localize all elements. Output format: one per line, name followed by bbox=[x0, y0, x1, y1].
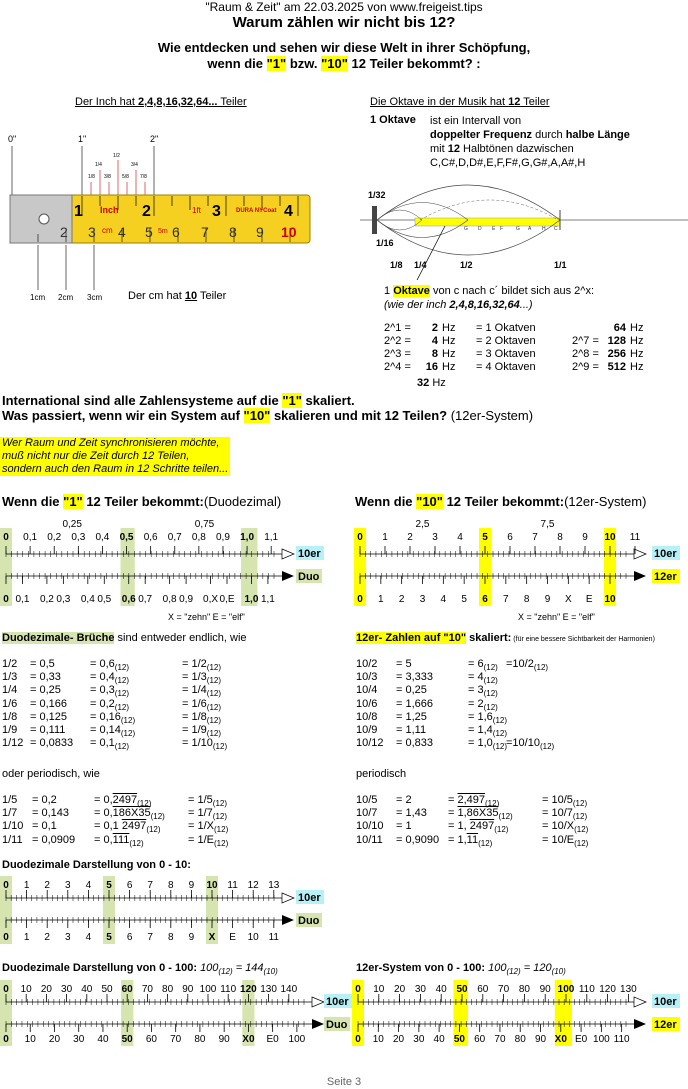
tick-label-bottom: 5 bbox=[461, 594, 467, 605]
tick-label-bottom: 4 bbox=[440, 594, 447, 605]
tick-label-top: 8 bbox=[168, 880, 174, 891]
source-line: "Raum & Zeit" am 22.03.2025 von www.freigeist.tips bbox=[205, 0, 483, 14]
tick-label-top: 6 bbox=[126, 880, 133, 891]
tick-label-top: 120 bbox=[599, 984, 616, 995]
tick-label-top: 0 bbox=[3, 984, 9, 995]
frac-1-2-oct: 1/2 bbox=[460, 260, 473, 270]
tick-label-top: 80 bbox=[162, 984, 174, 995]
tick-label-top: 13 bbox=[268, 880, 280, 891]
tick-label-bottom: E0 bbox=[266, 1034, 279, 1045]
tick-label-top: 90 bbox=[539, 984, 551, 995]
tick-label-bottom: 10 bbox=[372, 1034, 384, 1045]
tick-label-top: 7 bbox=[147, 880, 153, 891]
tick-label-top: 1,0 bbox=[240, 532, 255, 543]
tick-label-top: 1,1 bbox=[264, 532, 279, 543]
tick-label-top: 4 bbox=[457, 532, 463, 543]
tick-label-top: 130 bbox=[260, 984, 277, 995]
tick-label-bottom: E bbox=[585, 594, 593, 605]
tick-label-bottom: E bbox=[229, 932, 236, 943]
tick-label-bottom: 40 bbox=[97, 1034, 109, 1045]
tick-label-bottom: 2 bbox=[44, 932, 50, 943]
tick-label-top: 10 bbox=[20, 984, 32, 995]
tape-cm-7: 7 bbox=[201, 224, 209, 240]
tape-inch-3: 3 bbox=[212, 203, 221, 220]
tape-inch-label: Inch bbox=[100, 205, 119, 215]
tick-label-bottom: 100 bbox=[593, 1034, 610, 1045]
scale-legend: X = "zehn" E = "elf" bbox=[518, 612, 595, 622]
tick-label-bottom: 0 bbox=[3, 594, 9, 605]
tape-inch-1: 1 bbox=[74, 203, 83, 220]
right-fractions-table: 10/2 = 5 = $6_{(12)}$ $=10/2_{(12)}$ 10/3 = 3,333 = $4_{(12)}$ 10/4 = 0,25 = $3_{(12)}$ 10/6 = 1,666 = $2_{(12)}$ 10/8 = 1,25 = $1,6_{(12)}$ 10/9 = 1,11 = $1,4_{(12)}$ 10/12 = 0,833 = $1,0_{(12)}$ $=10/10_{(12)}$ bbox=[356, 658, 555, 752]
note-d: D bbox=[478, 226, 482, 232]
note-h: H bbox=[542, 226, 546, 232]
frac-1-2: 1/2 bbox=[113, 153, 120, 159]
tick-label-top: 0,4 bbox=[95, 532, 110, 543]
tick-label-bottom: 6 bbox=[126, 932, 133, 943]
tick-label-bottom: 1 bbox=[378, 594, 384, 605]
arrow-bottom bbox=[312, 1019, 324, 1029]
arrow-bottom bbox=[282, 915, 294, 925]
powers-row: 2^1 = 2 Hz = 1 Okatven 64 Hz bbox=[384, 322, 644, 334]
tick-label-bottom: X bbox=[564, 594, 572, 605]
tick-label-bottom: 0,1 bbox=[15, 594, 30, 605]
mark-3cm: 3cm bbox=[87, 293, 103, 302]
left-fractions-table: 1/2 = 0,5 = $0,6_{(12)}$ = $1/2_{(12)}$ 1/3 = 0,33 = $0,4_{(12)}$ = $1/3_{(12)}$ 1/4 = 0,25 = $0,3_{(12)}$ = $1/4_{(12)}$ 1/6 = 0,166 = $0,2_{(12)}$ = $1/6_{(12)}$ 1/8 = 0,125 = $0,16_{(12)}$ = $1/8_{(12)}$ 1/9 = 0,111 = $0,14_{(12)}$ = $1/9_{(12)}$ 1/12 = 0,0833 = $0,1_{(12)}$ = $1/10_{(12)}$ bbox=[2, 658, 228, 752]
arrow-bottom bbox=[634, 1019, 646, 1029]
tick-label-bottom: 8 bbox=[523, 594, 530, 605]
tag-top: 10er bbox=[298, 892, 321, 904]
frac-3-4: 3/4 bbox=[131, 162, 138, 168]
quote-box: Wer Raum und Zeit synchronisieren möchte, muß nicht nur die Zeit durch 12 Teilen, sondern auch den Raum in 12 Schritte teilen... bbox=[2, 437, 229, 475]
octave-note: 1 Oktave von c nach c´ bildet sich aus 2^x: (wie der inch 2,4,8,16,32,64...) bbox=[384, 285, 595, 311]
tick-label-extra: 0,75 bbox=[194, 519, 215, 530]
tick-label-bottom: 4 bbox=[85, 932, 92, 943]
frac-1-8: 1/8 bbox=[88, 174, 95, 180]
tick-label-bottom: 0,X bbox=[203, 594, 219, 605]
tape-cm-6: 6 bbox=[172, 224, 180, 240]
tick-label-top: 2 bbox=[407, 532, 413, 543]
tick-label-bottom: 10 bbox=[604, 594, 616, 605]
page-title: Warum zählen wir nicht bis 12? bbox=[232, 14, 456, 31]
tick-label-bottom: 0,9 bbox=[179, 594, 194, 605]
tick-label-top: 30 bbox=[414, 984, 426, 995]
string-octave-figure bbox=[360, 180, 688, 280]
left-fractions-heading: Duodezimale- Brüche sind entweder endlich, wie bbox=[2, 632, 247, 644]
tick-label-top: 3 bbox=[65, 880, 71, 891]
tick-label-bottom: 10 bbox=[247, 932, 259, 943]
arrow-bottom bbox=[282, 571, 294, 581]
tape-cm-9: 9 bbox=[256, 224, 264, 240]
tick-label-top: 0 bbox=[357, 532, 363, 543]
tag-bottom: 12er bbox=[654, 1019, 677, 1031]
tick-label-extra: 2,5 bbox=[415, 519, 430, 530]
subtitle-line2: wenn die "1" bzw. "10" 12 Teiler bekommt? : bbox=[207, 56, 481, 71]
tick-label-top: 10 bbox=[206, 880, 218, 891]
tick-label-top: 70 bbox=[498, 984, 510, 995]
tick-label-bottom: 8 bbox=[168, 932, 174, 943]
note-e: E bbox=[492, 226, 496, 232]
tick-label-bottom: 60 bbox=[474, 1034, 486, 1045]
tape-inch-2: 2 bbox=[142, 203, 151, 220]
tick-label-bottom: 9 bbox=[188, 932, 195, 943]
tick-label-bottom: 3 bbox=[65, 932, 71, 943]
left-periodic-heading: oder periodisch, wie bbox=[2, 768, 100, 780]
octave-definition: ist ein Intervall von doppelter Frequenz durch halbe Länge mit 12 Halbtönen dazwischen C,C#,D,D#,E,F,F#,G,G#,A,A#,H bbox=[430, 115, 630, 169]
tick-label-bottom: 50 bbox=[453, 1034, 465, 1045]
note-g2: G bbox=[516, 226, 520, 232]
tag-bottom: 12er bbox=[654, 571, 677, 583]
tick-label-top: 100 bbox=[199, 984, 217, 995]
tick-label-bottom: 30 bbox=[73, 1034, 85, 1045]
tick-label-bottom: 50 bbox=[121, 1034, 133, 1045]
tick-label-bottom: 2 bbox=[398, 594, 405, 605]
tape-cm-3: 3 bbox=[88, 224, 96, 240]
tick-label-top: 100 bbox=[557, 984, 575, 995]
tick-label-bottom: X0 bbox=[242, 1034, 255, 1045]
tick-label-top: 20 bbox=[40, 984, 52, 995]
octave-term: 1 Oktave bbox=[370, 114, 416, 126]
tick-label-top: 8 bbox=[557, 532, 563, 543]
tick-label-extra: 0,25 bbox=[62, 519, 82, 530]
tick-label-bottom: 30 bbox=[413, 1034, 425, 1045]
ruler-duodecimal-fraction bbox=[0, 512, 340, 624]
tag-top: 10er bbox=[326, 996, 349, 1008]
tick-label-bottom: 0,8 bbox=[162, 594, 177, 605]
tick-label-top: 4 bbox=[85, 880, 92, 891]
tick-label-bottom: 0,4 bbox=[80, 594, 95, 605]
tick-label-top: 9 bbox=[188, 880, 195, 891]
tape-cm-10: 10 bbox=[281, 224, 297, 240]
tick-label-bottom: 110 bbox=[613, 1034, 630, 1045]
tick-label-bottom: 20 bbox=[392, 1034, 405, 1045]
tick-label-top: 1 bbox=[382, 532, 388, 543]
tick-label-bottom: 5 bbox=[106, 932, 112, 943]
powers-row: 2^3 = 8 Hz = 3 Oktaven 2^8 = 256 Hz bbox=[384, 348, 644, 360]
tick-label-bottom: E0 bbox=[574, 1034, 588, 1045]
arrow-bottom bbox=[634, 571, 646, 581]
tick-label-bottom: 0,7 bbox=[138, 594, 153, 605]
tag-top: 10er bbox=[298, 548, 321, 560]
tape-cm-8: 8 bbox=[229, 224, 237, 240]
duo-0-10-heading: Duodezimale Darstellung von 0 - 10: bbox=[2, 859, 191, 871]
tick-label-bottom: 0 bbox=[355, 1034, 361, 1045]
tick-label-top: 60 bbox=[121, 984, 133, 995]
tick-label-bottom: 1,1 bbox=[260, 594, 275, 605]
tick-label-bottom: 60 bbox=[145, 1034, 158, 1045]
tick-label-top: 60 bbox=[477, 984, 489, 995]
tick-label-top: 1 bbox=[23, 880, 30, 891]
tick-label-top: 2 bbox=[44, 880, 50, 891]
tick-label-top: 6 bbox=[507, 532, 513, 543]
tick-label-top: 0,9 bbox=[216, 532, 230, 543]
tape-cm-label: cm bbox=[102, 226, 113, 235]
powers-row: 2^4 = 16 Hz = 4 Oktaven 2^9 = 512 Hz bbox=[384, 361, 644, 373]
arrow-top bbox=[634, 549, 646, 559]
frac-1-4-oct: 1/4 bbox=[414, 260, 427, 270]
note-a: A bbox=[528, 226, 532, 232]
tag-bottom: Duo bbox=[298, 571, 320, 583]
tick-label-bottom: 0,5 bbox=[97, 594, 112, 605]
tick-label-top: 140 bbox=[280, 984, 298, 995]
tick-label-top: 5 bbox=[106, 880, 112, 891]
tick-label-bottom: X bbox=[208, 932, 216, 943]
note-g1: G bbox=[464, 226, 468, 232]
tick-label-top: 90 bbox=[182, 984, 194, 995]
tape-measure-figure bbox=[0, 130, 340, 310]
tick-label-bottom: 40 bbox=[433, 1034, 445, 1045]
tick-label-top: 130 bbox=[620, 984, 637, 995]
tick-label-top: 3 bbox=[432, 532, 438, 543]
left-periodic-table: 1/5 = 0,2 = $0,2497_{(12)}$ = $1/5_{(12)}$ 1/7 = 0,143 = $0,186X35_{(12)}$ = $1/7_{(12)}$ 1/10 = 0,1 = 0,1 $2497_{(12)}$ = $1/X_{(12)}$ 1/11 = 0,0909 = $0,111_{(12)}$ = $1/E_{(12)}$ bbox=[2, 794, 229, 848]
tick-label-top: 0,2 bbox=[47, 532, 62, 543]
tape-ft-label: 1ft bbox=[192, 206, 201, 215]
tag-bottom: Duo bbox=[298, 915, 320, 927]
tick-label-bottom: 90 bbox=[534, 1034, 547, 1045]
note-c: C bbox=[554, 226, 558, 232]
tick-label-top: 40 bbox=[81, 984, 93, 995]
frac-1-32: 1/32 bbox=[368, 190, 386, 200]
tick-label-bottom: 0 bbox=[3, 932, 9, 943]
tick-label-top: 50 bbox=[456, 984, 468, 995]
tick-label-bottom: 0 bbox=[357, 594, 363, 605]
octave-heading: Die Oktave in der Musik hat 12 Teiler bbox=[370, 96, 550, 108]
international-line2: Was passiert, wenn wir ein System auf "10" skalieren und mit 12 Teilen? (12er-System) bbox=[2, 408, 534, 423]
tick-label-top: 30 bbox=[61, 984, 73, 995]
tick-label-top: 0 bbox=[3, 880, 9, 891]
tick-label-top: 0,6 bbox=[143, 532, 158, 543]
tag-top: 10er bbox=[654, 548, 677, 560]
tick-label-top: 0,3 bbox=[71, 532, 86, 543]
ruler-duo-0-10 bbox=[0, 872, 340, 948]
frac-1-1-oct: 1/1 bbox=[554, 260, 567, 270]
tick-label-bottom: 100 bbox=[288, 1034, 306, 1045]
tick-label-bottom: 3 bbox=[419, 594, 426, 605]
tick-label-top: 0,8 bbox=[191, 532, 206, 543]
tick-label-bottom: 70 bbox=[494, 1034, 506, 1045]
tick-label-top: 11 bbox=[629, 532, 641, 543]
mark-1cm: 1cm bbox=[30, 293, 46, 302]
tick-label-bottom: 7 bbox=[147, 932, 153, 943]
international-line1: International sind alle Zahlensysteme auf die "1" skaliert. bbox=[2, 393, 355, 408]
right-scale-heading: Wenn die "10" 12 Teiler bekommt:(12er-System) bbox=[355, 494, 647, 509]
ruler-12er-system bbox=[352, 512, 688, 624]
powers-extra: 32 Hz bbox=[417, 377, 446, 389]
frac-7-8: 7/8 bbox=[140, 174, 147, 180]
tick-label-top: 110 bbox=[220, 984, 237, 995]
tick-label-bottom: 1 bbox=[23, 932, 30, 943]
tick-label-top: 0,7 bbox=[167, 532, 182, 543]
tick-label-top: 11 bbox=[227, 880, 238, 891]
tick-label-top: 12 bbox=[247, 880, 259, 891]
tick-label-bottom: 9 bbox=[544, 594, 551, 605]
subtitle-one: "1" bbox=[266, 56, 287, 71]
arrow-top bbox=[634, 997, 646, 1007]
tick-label-bottom: 0,E bbox=[219, 594, 235, 605]
tick-label-bottom: 0,6 bbox=[121, 594, 136, 605]
tick-label-top: 0 bbox=[355, 984, 361, 995]
tick-label-top: 40 bbox=[435, 984, 447, 995]
tick-label-top: 0 bbox=[3, 532, 9, 543]
tick-label-bottom: 0 bbox=[3, 1034, 9, 1045]
tick-label-bottom: 11 bbox=[268, 932, 279, 943]
sys12-0-100-heading: 12er-System von 0 - 100: $100_{(12)} = 120_{(10)}$ bbox=[356, 962, 566, 977]
subtitle-line1: Wie entdecken und sehen wir diese Welt in ihrer Schöpfung, bbox=[157, 40, 531, 55]
tick-label-top: 50 bbox=[101, 984, 113, 995]
tag-top: 10er bbox=[654, 996, 677, 1008]
tick-label-bottom: 70 bbox=[170, 1034, 182, 1045]
frac-3-8: 3/8 bbox=[104, 174, 111, 180]
tick-label-bottom: 1,0 bbox=[244, 594, 259, 605]
tick-label-top: 110 bbox=[578, 984, 595, 995]
tick-label-top: 5 bbox=[482, 532, 488, 543]
tape-brand: DURA NYCoat bbox=[236, 208, 277, 214]
mark-1inch: 1" bbox=[78, 134, 87, 144]
right-fractions-heading: 12er- Zahlen auf "10" skaliert: (für eine bessere Sichtbarkeit der Harmonien) bbox=[356, 632, 655, 644]
frac-1-16: 1/16 bbox=[376, 238, 394, 248]
frac-1-4: 1/4 bbox=[95, 162, 102, 168]
scale-legend: X = "zehn" E = "elf" bbox=[168, 612, 245, 622]
arrow-top bbox=[282, 893, 294, 903]
tick-label-top: 0,1 bbox=[23, 532, 38, 543]
subtitle-ten: "10" bbox=[321, 56, 348, 71]
tick-label-bottom: 6 bbox=[482, 594, 488, 605]
note-f: F bbox=[500, 226, 504, 232]
tape-cm-2: 2 bbox=[60, 224, 68, 240]
tick-label-bottom: 20 bbox=[48, 1034, 61, 1045]
tick-label-top: 9 bbox=[582, 532, 588, 543]
tick-label-top: 10 bbox=[373, 984, 385, 995]
duo-0-100-heading: Duodezimale Darstellung von 0 - 100: $100_{(12)} = 144_{(10)}$ bbox=[2, 962, 278, 977]
mark-2cm: 2cm bbox=[58, 293, 74, 302]
tick-label-top: 7 bbox=[532, 532, 538, 543]
right-periodic-heading: periodisch bbox=[356, 768, 407, 780]
arrow-top bbox=[282, 549, 294, 559]
mark-0inch: 0" bbox=[8, 134, 17, 144]
ruler-duo-0-100 bbox=[0, 976, 352, 1052]
tick-label-top: 0,5 bbox=[119, 532, 134, 543]
tape-5m-label: 5m bbox=[158, 228, 168, 235]
tick-label-bottom: 80 bbox=[194, 1034, 206, 1045]
frac-1-8-oct: 1/8 bbox=[390, 260, 403, 270]
tick-label-bottom: 80 bbox=[514, 1034, 526, 1045]
tick-label-top: 120 bbox=[240, 984, 257, 995]
tape-cm-5: 5 bbox=[145, 224, 153, 240]
tag-bottom: Duo bbox=[326, 1019, 348, 1031]
frac-5-8: 5/8 bbox=[122, 174, 129, 180]
tape-cm-4: 4 bbox=[118, 224, 126, 240]
inch-heading: Der Inch hat 2,4,8,16,32,64... Teiler bbox=[75, 96, 247, 108]
tape-inch-4: 4 bbox=[284, 203, 293, 220]
mark-2inch: 2" bbox=[150, 134, 159, 144]
tick-label-bottom: 0,2 bbox=[39, 594, 54, 605]
ruler-12er-0-100 bbox=[352, 976, 688, 1052]
powers-table bbox=[384, 322, 684, 374]
tick-label-bottom: X0 bbox=[554, 1034, 567, 1045]
cm-heading: Der cm hat 10 Teiler bbox=[128, 290, 227, 302]
tick-label-top: 70 bbox=[141, 984, 153, 995]
tick-label-top: 10 bbox=[604, 532, 616, 543]
tick-label-bottom: 90 bbox=[218, 1034, 230, 1045]
powers-row: 2^2 = 4 Hz = 2 Oktaven 2^7 = 128 Hz bbox=[384, 335, 644, 347]
tick-label-top: 80 bbox=[518, 984, 530, 995]
tick-label-bottom: 10 bbox=[24, 1034, 36, 1045]
tick-label-top: 20 bbox=[394, 984, 406, 995]
left-scale-heading: Wenn die "1" 12 Teiler bekommt:(Duodezimal) bbox=[2, 494, 282, 509]
page-number: Seite 3 bbox=[326, 1076, 362, 1088]
tick-label-extra: 7,5 bbox=[540, 519, 555, 530]
tick-label-bottom: 0,3 bbox=[56, 594, 71, 605]
right-periodic-table: 10/5 = 2 = $2,497_{(12)}$ = $10/5_{(12)}$ 10/7 = 1,43 = $1,86X35_{(12)}$ = $10/7_{(12)}$ 10/10 = 1 = 1, $2497_{(12)}$ = $10/X_{(12)}$ 10/11 = 0,9090 = $1,11_{(12)}$ = $10/E_{(12)}$ bbox=[356, 794, 589, 848]
arrow-top bbox=[312, 997, 324, 1007]
tick-label-bottom: 7 bbox=[503, 594, 509, 605]
